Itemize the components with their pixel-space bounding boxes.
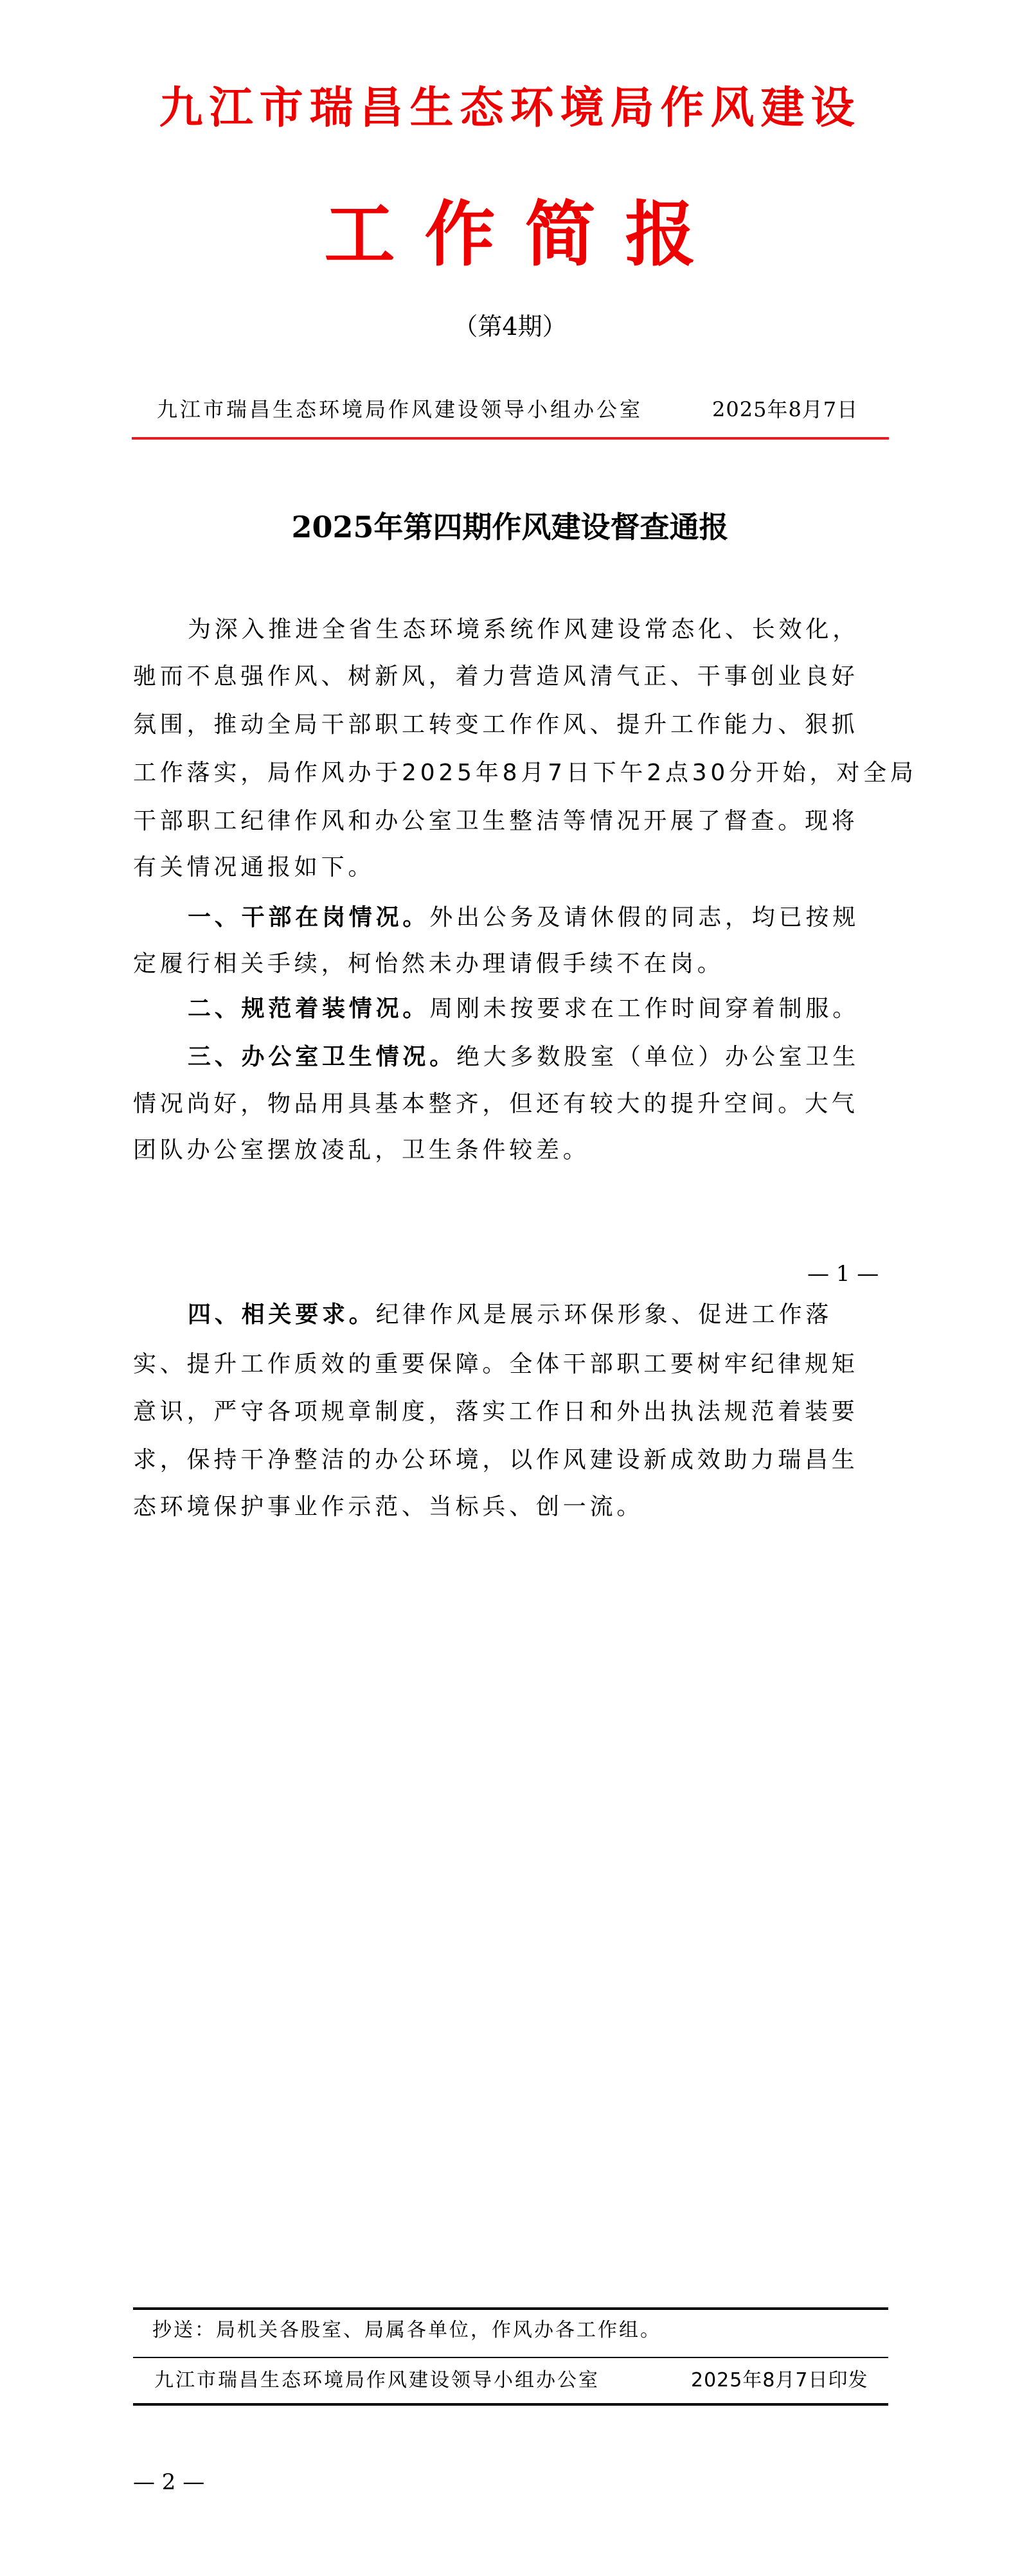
footer-top-rule [133,2307,888,2310]
footer-middle-rule [133,2357,888,2358]
section-3-first-line [188,1043,859,1071]
intro-line: 氛围，推动全局干部职工转变工作作风、提升工作能力、狠抓 [133,711,859,738]
section-1-first-line [188,904,859,932]
intro-line: 工作落实，局作风办于2025年8月7日下午2点30分开始，对全局 [133,760,917,786]
page-number-1: — 1 — [807,1261,879,1287]
section-4-line: 意识，严守各项规章制度，落实工作日和外出执法规范着装要 [133,1399,859,1425]
section-4-line: 实、提升工作质效的重要保障。全体干部职工要树牢纪律规矩 [133,1351,859,1377]
masthead-bulletin-title: 工作简报 [324,193,726,276]
section-4-heading: 四、相关要求。 [188,1301,376,1328]
section-2-text: 周刚未按要求在工作时间穿着制服。 [429,996,860,1022]
intro-line: 驰而不息强作风、树新风，着力营造风清气正、干事创业良好 [133,663,859,690]
section-1-text: 外出公务及请休假的同志，均已按规 [429,904,860,931]
section-4-line: 求，保持干净整洁的办公环境，以作风建设新成效助力瑞昌生 [133,1447,859,1473]
footer-bottom-rule [133,2403,888,2406]
section-3-text: 绝大多数股室（单位）办公室卫生 [456,1044,860,1070]
section-2-heading: 二、规范着装情况。 [188,996,430,1022]
sender-date: 2025年8月7日 [712,397,859,422]
section-3-heading: 三、办公室卫生情况。 [188,1044,457,1070]
section-3-line: 情况尚好，物品用具基本整齐，但还有较大的提升空间。大气 [133,1091,859,1117]
section-1-line: 定履行相关手续，柯怡然未办理请假手续不在岗。 [133,951,724,977]
sender-organization: 九江市瑞昌生态环境局作风建设领导小组办公室 [157,397,643,422]
print-date: 2025年8月7日印发 [691,2369,868,2392]
red-divider [132,437,889,440]
masthead-organization: 九江市瑞昌生态环境局作风建设 [159,82,861,134]
section-4-first-line [188,1301,832,1329]
page-number-2: — 2 — [133,2469,205,2495]
issuer-organization: 九江市瑞昌生态环境局作风建设领导小组办公室 [154,2369,600,2392]
section-2-first-line [188,995,859,1023]
intro-line: 有关情况通报如下。 [133,854,375,881]
intro-line: 干部职工纪律作风和办公室卫生整洁等情况开展了督查。现将 [133,808,859,834]
section-4-text: 纪律作风是展示环保形象、促进工作落 [375,1301,833,1328]
section-4-line: 态环境保护事业作示范、当标兵、创一流。 [133,1494,644,1520]
section-3-line: 团队办公室摆放凌乱，卫生条件较差。 [133,1137,590,1163]
intro-line: 为深入推进全省生态环境系统作风建设常态化、长效化， [188,616,860,643]
cc-list: 抄送：局机关各股室、局属各单位，作风办各工作组。 [152,2319,661,2341]
document-title: 2025年第四期作风建设督查通报 [291,510,729,544]
issue-number: （第4期） [453,312,567,341]
section-1-heading: 一、干部在岗情况。 [188,904,430,931]
